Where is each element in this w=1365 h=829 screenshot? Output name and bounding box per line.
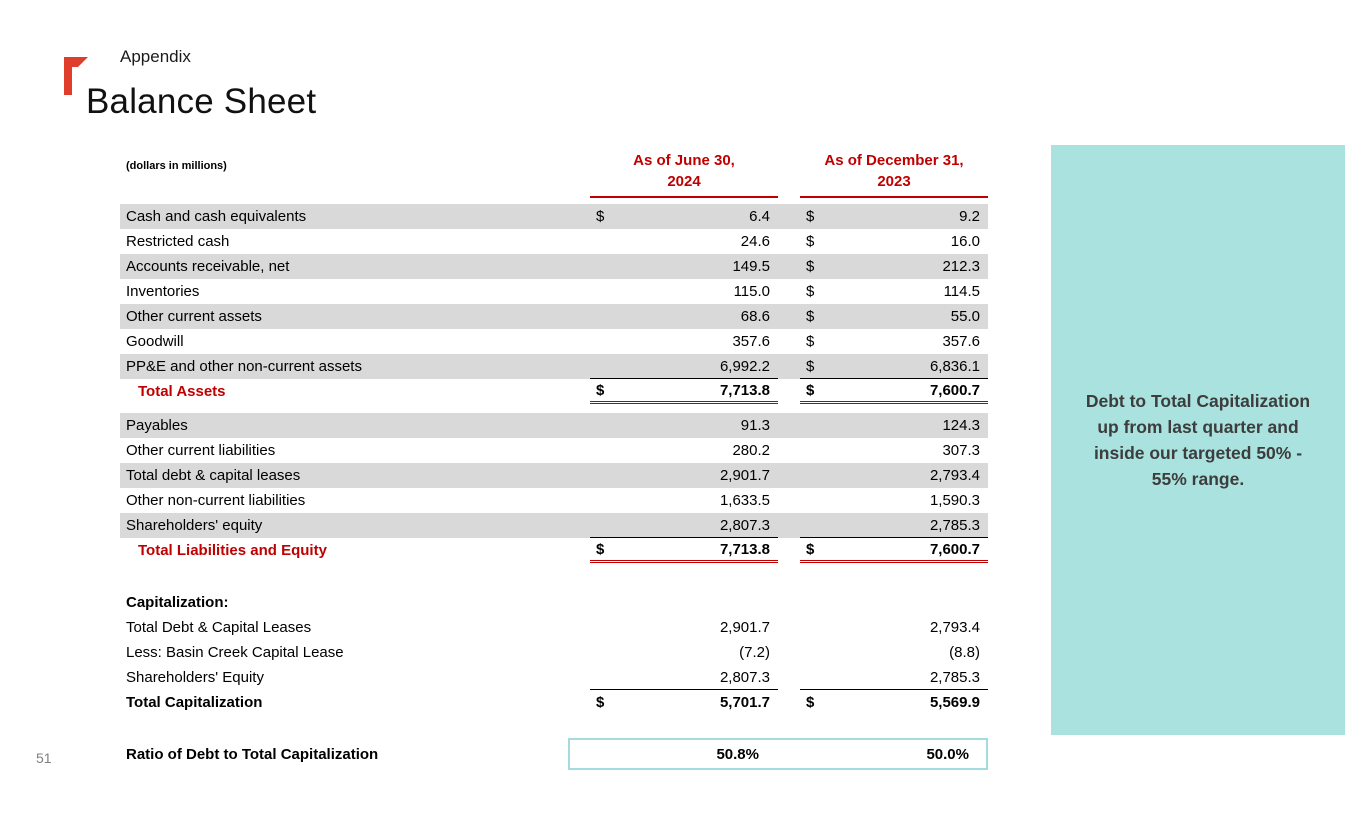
value-group xyxy=(579,746,767,763)
value: 115.0 xyxy=(733,283,770,300)
row-label: Capitalization: xyxy=(126,594,229,611)
column-header-december-2023 xyxy=(800,150,988,198)
value-group xyxy=(800,204,988,229)
value-group xyxy=(590,229,778,254)
table-header xyxy=(120,150,988,198)
value: 357.6 xyxy=(942,333,980,350)
column-header-line: 2023 xyxy=(877,173,911,190)
value: 55.0 xyxy=(950,308,980,325)
value: 2,807.3 xyxy=(719,516,770,534)
table-body xyxy=(120,204,988,771)
row-label: Payables xyxy=(120,413,590,438)
value: 1,590.3 xyxy=(929,492,980,509)
column-gap xyxy=(778,590,800,615)
currency-symbol: $ xyxy=(806,308,815,325)
ratio-highlight-box xyxy=(568,738,988,770)
table-row xyxy=(120,354,988,379)
value-group xyxy=(800,538,988,563)
table-row xyxy=(120,438,988,463)
table-row xyxy=(120,254,988,279)
value-group xyxy=(590,463,778,488)
value-group xyxy=(800,413,988,438)
value: 280.2 xyxy=(732,442,770,459)
currency-symbol: $ xyxy=(806,540,815,558)
column-gap xyxy=(778,413,800,438)
value-group xyxy=(590,513,778,538)
callout-text: Debt to Total Capitalization up from last quarter and inside our targeted 50% - 55% range. xyxy=(1085,390,1311,490)
table-row xyxy=(120,590,988,615)
value: 357.6 xyxy=(732,333,770,350)
units-label: (dollars in millions) xyxy=(126,160,227,172)
value-group xyxy=(590,413,778,438)
table-row xyxy=(120,229,988,254)
currency-symbol: $ xyxy=(806,333,815,350)
table-row xyxy=(120,640,988,665)
currency-symbol: $ xyxy=(596,381,605,399)
row-label: Total Liabilities and Equity xyxy=(138,542,327,559)
value: 50.8% xyxy=(716,745,759,763)
table-row xyxy=(120,204,988,229)
row-label: Shareholders' Equity xyxy=(126,669,264,686)
value-group xyxy=(590,379,778,404)
column-gap xyxy=(778,463,800,488)
table-row xyxy=(120,615,988,640)
value-group xyxy=(789,746,977,763)
value-group xyxy=(800,665,988,690)
table-row xyxy=(120,737,988,771)
value-group xyxy=(590,354,778,379)
value-group xyxy=(590,304,778,329)
row-label: Goodwill xyxy=(126,333,184,350)
value-group xyxy=(590,665,778,690)
row-spacer xyxy=(120,404,988,413)
value: 212.3 xyxy=(942,258,980,275)
value: 68.6 xyxy=(740,308,770,325)
currency-symbol: $ xyxy=(806,283,815,300)
column-gap xyxy=(778,513,800,538)
value-group xyxy=(590,254,778,279)
column-gap xyxy=(778,254,800,279)
currency-symbol: $ xyxy=(806,258,815,275)
row-label: Cash and cash equivalents xyxy=(120,204,590,229)
value-group xyxy=(800,329,988,354)
column-header-line: 2024 xyxy=(667,173,701,190)
table-row xyxy=(120,488,988,513)
value-group xyxy=(800,279,988,304)
value: (8.8) xyxy=(949,644,980,661)
value: 7,600.7 xyxy=(929,540,980,558)
row-label: Total Assets xyxy=(138,383,226,400)
value-group xyxy=(800,690,988,715)
table-row xyxy=(120,413,988,438)
currency-symbol: $ xyxy=(596,694,605,711)
column-gap xyxy=(778,279,800,304)
value-group xyxy=(590,538,778,563)
row-label: Total Debt & Capital Leases xyxy=(126,619,312,636)
column-gap xyxy=(778,615,800,640)
table-row xyxy=(120,665,988,690)
callout-box xyxy=(1051,145,1345,735)
value: 9.2 xyxy=(959,208,980,225)
value-group xyxy=(590,488,778,513)
value-group xyxy=(800,254,988,279)
value: 91.3 xyxy=(740,417,770,434)
value: 2,901.7 xyxy=(719,619,770,636)
value-group xyxy=(590,640,778,665)
row-label: Other current assets xyxy=(120,304,590,329)
value-group xyxy=(800,229,988,254)
value-group xyxy=(800,304,988,329)
column-header-line: As of June 30, xyxy=(633,152,735,169)
currency-symbol: $ xyxy=(806,208,815,225)
value: 2,793.4 xyxy=(929,467,980,484)
value: 124.3 xyxy=(942,417,980,434)
value-group xyxy=(800,463,988,488)
column-gap xyxy=(778,204,800,229)
value-group xyxy=(590,279,778,304)
value: 24.6 xyxy=(740,233,770,250)
column-gap xyxy=(778,438,800,463)
value: 2,807.3 xyxy=(719,668,770,686)
row-label: Restricted cash xyxy=(126,233,230,250)
value-group xyxy=(590,438,778,463)
value: 6.4 xyxy=(749,208,770,225)
value: 50.0% xyxy=(926,745,969,763)
table-row xyxy=(120,538,988,563)
value: 6,836.1 xyxy=(929,357,980,375)
currency-symbol: $ xyxy=(596,208,605,225)
value-group xyxy=(800,640,988,665)
value: 149.5 xyxy=(732,258,770,275)
value-group xyxy=(800,354,988,379)
section-eyebrow: Appendix xyxy=(120,47,191,66)
value-group xyxy=(590,204,778,229)
value: 2,785.3 xyxy=(929,516,980,534)
value: (7.2) xyxy=(739,644,770,661)
value-group xyxy=(590,590,778,615)
row-label: Less: Basin Creek Capital Lease xyxy=(126,644,344,661)
row-spacer xyxy=(120,563,988,590)
value-group xyxy=(590,690,778,715)
page-title: Balance Sheet xyxy=(86,82,317,121)
value: 1,633.5 xyxy=(719,492,770,509)
table-row xyxy=(120,463,988,488)
value-group xyxy=(590,329,778,354)
row-label: Other current liabilities xyxy=(126,442,276,459)
table-row xyxy=(120,379,988,404)
table-row xyxy=(120,690,988,715)
table-row xyxy=(120,279,988,304)
balance-sheet-table xyxy=(120,150,988,771)
currency-symbol: $ xyxy=(806,381,815,399)
currency-symbol: $ xyxy=(596,540,605,558)
column-header-june-2024 xyxy=(590,150,778,198)
row-label: Inventories xyxy=(126,283,200,300)
value-group xyxy=(800,513,988,538)
row-label: Shareholders' equity xyxy=(120,513,590,538)
column-gap xyxy=(778,488,800,513)
row-label: Other non-current liabilities xyxy=(126,492,306,509)
currency-symbol: $ xyxy=(806,233,815,250)
value-group xyxy=(590,615,778,640)
value: 5,569.9 xyxy=(929,694,980,711)
value-group xyxy=(800,379,988,404)
value-group xyxy=(800,438,988,463)
column-gap xyxy=(778,379,800,404)
table-row xyxy=(120,513,988,538)
column-gap xyxy=(778,640,800,665)
table-row xyxy=(120,304,988,329)
value-group xyxy=(800,615,988,640)
row-label: Total debt & capital leases xyxy=(120,463,590,488)
column-gap xyxy=(778,329,800,354)
value: 114.5 xyxy=(943,283,980,300)
table-row xyxy=(120,329,988,354)
row-label: Total Capitalization xyxy=(126,694,263,711)
value: 2,785.3 xyxy=(929,668,980,686)
page-number: 51 xyxy=(36,750,52,766)
value: 2,901.7 xyxy=(719,467,770,484)
value: 7,713.8 xyxy=(719,540,770,558)
row-spacer xyxy=(120,715,988,737)
row-label: Accounts receivable, net xyxy=(120,254,590,279)
column-gap xyxy=(778,665,800,690)
column-gap xyxy=(778,229,800,254)
column-gap xyxy=(778,304,800,329)
column-gap xyxy=(778,538,800,563)
currency-symbol: $ xyxy=(806,357,815,375)
currency-symbol: $ xyxy=(806,694,815,711)
value: 7,600.7 xyxy=(929,381,980,399)
value-group xyxy=(800,488,988,513)
value-group xyxy=(800,590,988,615)
row-label: PP&E and other non-current assets xyxy=(120,354,590,379)
column-gap xyxy=(778,690,800,715)
value: 2,793.4 xyxy=(929,619,980,636)
value: 7,713.8 xyxy=(719,381,770,399)
column-gap xyxy=(778,354,800,379)
value: 6,992.2 xyxy=(719,357,770,375)
value: 5,701.7 xyxy=(719,694,770,711)
row-label: Ratio of Debt to Total Capitalization xyxy=(126,745,379,763)
value: 16.0 xyxy=(950,233,980,250)
value: 307.3 xyxy=(942,442,980,459)
column-header-line: As of December 31, xyxy=(824,152,964,169)
